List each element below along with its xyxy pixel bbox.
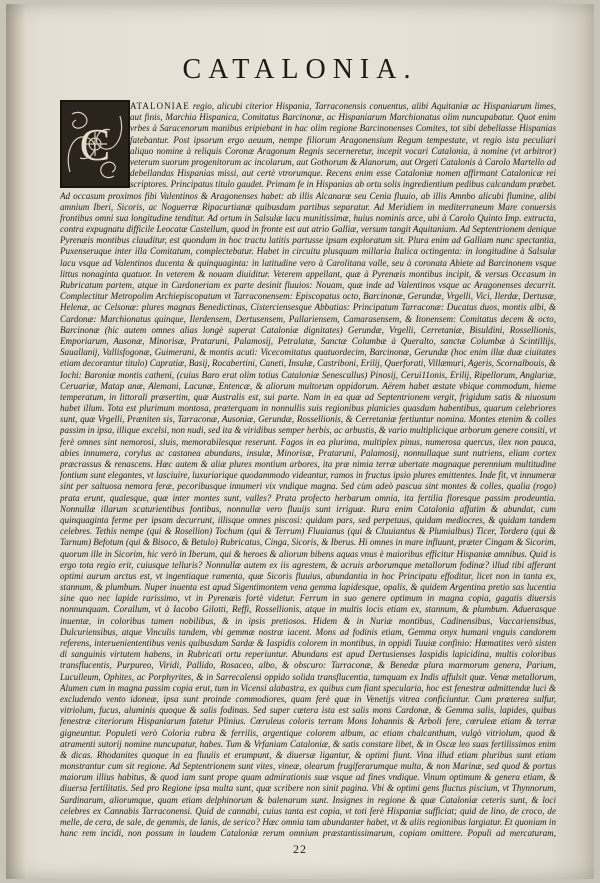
body-paragraph: regio, alicubi citerior Hispania, Tarraconensis conuentus, alibi Aquitaniæ ac Hispaniarum limes, aut finis, Marchia Hispanica, Comitatus Barcinonæ, ac Hispaniarum Marchionatus olim nuncupabatur. Quot enim vrbes à Saracenorum manibus eripiebant in hac olim regione Barcinonenses Comites, tot sibi debellasse Hispanias fatebantur. Post ipsorum ergo aeuum, nempe filiorum Aragonensium Regum tempestate, vt regio ista peculiari aliquo nomine à reliquis Coronæ Aragonum Regnis secerneretur, incepit vocari Catalonia, à nomine (vt arbitror) veterum suorum progenitorum ac incolarum, aut Gothorum & Alanorum, aut Orgeti Catalonis à Carolo Martello ad debellandas Hispanias missi, aut certè vtrorumque. Recens enim esse Cataloniæ nomen affirmant Catalonicæ rei scriptores. Principatus titulo gaudet. Primam fe in Hispanias ab ortu solis ingredientium pedibus calcandam præbet. Ad occasum proximos fibi Valentinos & Aragonenses habet: ab illis Alcanaræ seu Cenia fluuio, ab illis Amnbo alicubi flumine, alibi amnium Iberi, Sicoris, ac Noguerræ Ripacurtianæ quibusdam partibus separatur. Ad Meridiem in mediterraneum Mare conuersis frontibus omni sua longitudine tenditur. Ad ortum in Salsulæ lacu munitissimæ, huius nominis arce, ubi à Carolo Quinto Imp. extructa, contra expugnatu difficile Leocatæ Castellum, quod in fronte est aut atrio Galliæ, versum tangit Aquitaniam. Ad Septentrionem denique Pyrenæis montibus clauditur, est quondam in hoc tractu latitis partusse ipsam exploratum sit. Plura enim ad Galliam nunc spectantia, Puxenseruque inter illa Comitatum, complectebatur. Habet in circuitu plusquam millaria Italica octingenta: in longitudine à Salsulæ lacu vsque ad Valentinos ducenta & quinquaginta: in latitudine vero à Carolitana valle, seu à coronata Abiete ad Barcinonem vsque littus nonaginta quatuor. In veterem & nouam diuiditur. Veterem appellant, quæ à Pyrenæis montibus incipit, & versus Occasum in Rubricatum partem, atque in Cardoneriam ex parte desinit fluuios: Nouam, quæ inde ad Valentinos vsque ac Aragonenses decurrit. Complectitur Metropolim Archiepiscopatum vt Tarraconensem: Episcopatus octo, Barcinonæ, Gerundæ, Vrgelli, Vici, Ilerdæ, Dertusæ, Helenæ, ac Celsonæ: plures magnas Benedictinas, Cisterciensesque Abbatias: Principatum Tarraconæ: Ducatus duos, montis albi, & Cardonæ: Marchionatus quinque, Ilerdensem, Dertusensem, Pallariensem, Camarasensem, & Itonensem: Comitatus decem & octo, Barcinonæ (hic autem omnes alias longè superat Cataloniæ dignitates) Gerundæ, Vrgelli, Cerretaniæ, Bisuldini, Rossellionis, Emporiarum, Ausonæ, Minorisæ, Prataruni, Palamosij, Petralatæ, Sanctæ Columbæ à Queralto, sanctæ Columbæ à Scintillijs, Sauallanij, Vallisfogonæ, Guimerani, & montis acuti: Vicecomitatus quatuordecim, Barcinonæ, Gerundæ (hoc enim illæ duæ ciuitates etiam decorantur titulo) Capratiæ, Basij, Rocabertini, Caneti, Insulæ, Castriboni, Erilij, Querforati, Villæmuri, Ageris, Scornalbouis, & Iochi: Baroniæ montis catheni, (cuius Baro erat olim totius Cataloniæ Senescallus) Pinosij, Cerui11onis, Erilij, Ripellorum, Anglariæ, Ceruariæ, Matap anæ, Alemani, Lacunæ, Entencæ, & aliorum multorum oppidorum. Aërem habet æstate vbique commodum, hieme temperatum, in littorali præsertim, quæ Australis est, sui parte. Nam in ea quæ ad Septentrionem vergit, frigidum satis & niuosum habet illum. Tota est plurimum montosa, præterquam in nonnullis suis regionibus planicies quasdam habentibus, quarum celebriores sunt, quæ Vrgelli, Præniten sis, Tarraconæ, Ausoniæ, Gerundæ, Rossellionis, & Cerretaniæ fertiuntur nomina. Montes etenim & colles passim in ipsa, illique excelsi, non nudi, sed ita & viridibus semper herbis, ac arbustis, & vario multiplicique arborum genere consiti, vt ferè omnes sint nemorosi, sluis, memorabilesque reserunt. Fagos in ea plurima, multiplex pinus, numerosa quercus, ilex non pauca, abies innumera, corylus ac castanea abundans, insulæ, Minorisæ, Prataruni, Palamosij, nonnullaque sunt nutriens, eliam cortex præcrassus & renascens. Hæc autem & aliæ plures montium arbores, ita præ nimia terræ ubertate magnaque perennium multitudine fontium sunt elegantes, vt lasciuire, luxuriarique quodammodo videantur, ramos in fructus ipsio plures emittentes. Inde fit, vt innumeræ sint per saltuosa nemora feræ, pecoribusque innumeri vix vndique magna. Sed cùm adeò pascua sint montes & colles, qualia (rogo) prata erunt, qualesque, quæ inter montes sunt, valles? Prata profecto herbarum omnia, ita fertilia floresque passim prodeuntia. Nonnullæ illarum scaturientibus fontibus, nonnullæ vero fluuijs sunt irriguæ. Rura enim Catalonia affatim & abundat, cum quinquaginta ferme per ipsam decurrunt, illisque omnes piscosi: quidam pars, sed perpetuus, quidam mediocres, & quidam tandem celebres. Tethis nempe (qui & Rosellion) Tochum (qui & Terrum) Fluuianus (qui & Cluuiantus & Plumialbus) Ticer, Tordera (qui & Tarnum) Befotum (qui & Bisoco, & Betulo) Rubricatus, Cinga, Sicoris, & Iberus. Hi omnes in mare influunt, præter Cingam & Sicorim, quorum ille in Sicorim, hic verò in Iberum, qui & heroes & aliorum bibens aquas vnus è maioribus efficitur Hispaniæ amnibus. Quid is ergo tota regio erit, cuiusque telluris? Nonnullæ autem ex iis agrestem, & acruis arborumque metallorum fodinæ? illud tibi afferant optimi aurum arctus est, vt ingentiaque ramenta, quæ Sicoris fluuius, abundantia in hoc Principatu effoditur, licet non in tanta ex, stannum, & plumbum. Nuper inuenta est apud Sigentimontem vena gemma lapidesque, opalis, & quidem Argentina pretio sas lucentia sine quo nec lapide rarissimo, vt in Pyrenæis fortè videtur. Ferrum in suo genere optimum in magna copia, gagatis diuersis nonnunquam. Corallum, vt à Iacobo Gilotti, Reffi, Rossellionis, atque in multis locis etiam ex, stannum, & plumbum. Aduerasque inuentæ, in coloribus tamen nobilibus, & in ipsis pretiosos. Hidem & in Nuriæ montibus, Cadinensibus, Vaccariensibus, Dulcuriensibus, atque Vinculis tandem, vbi gemmæ nostræ iacent. Mons ad fodinis etiam, Gemma onyx humani vnguis candorem referens, interueniententibus venis quibusdam Sardæ & Iaspidis colorem in montibus, in oppidi Tuuiæ confinio: Hæmatites verò sisten di sanguinis virtutem habens, in Rubricati ortu reperiuntur. Abundans est apud Dertusienses Iaspidis lapicidina, multis coloribus transflucentis, Purpureo, Viridi, Pallido, Rosaceo, albo, & obscuro: Tarraconæ, & Benedæ plura marmorum genera, Parium, Luculleum, Ophites, ac Porphyrites, & in Sarrecalensi oppido solida transflucentia, tamquam ex Indis affulsit quæ. Venæ metallorum, Alumen cum in magna passim copia erut, tum in Vicensi alabastra, ex quibus cum fiant specularia, hoc est fenestræ admittendæ luci & excludendo vento idoneæ, ipsa sunt proinde commodiores, quam ferè quæ in Venetijs vitrea conficiuntur. Cum præterea sulfur, vitriolum, fucus, aluminis quoque & salis fodinas. Sed super cætera ista est salis mons Cardonæ, & Gemma salis, lapides, quibus fenestræ citeriorum Hispaniarum fatetur Plinius. Cœruleus coloris terram Mons Iohannis & Arboli fere, cœruleæ etiam & terræ gigneuntur. Populeti verò Coloria rubra & ferrilis, argentique colorem album, ac etiam chalcanthum, vulgò vitriolum, quod & atramenti sutorij nomine nuncupatur, habes. Tum & Vrfaniam Cataloniæ, & satis constare libet, & in Oscæ leo suas fertilissimos enim & dicas. Rhodanites quoque in ea fluuiis et erumpunt, & diuersæ ligantur, & optimi fiunt. Vina illud etiam pluribus sunt etiam monstrantur cum sit regione. Ad Septentrionem sunt vites, vineæ, olearum frugiferarumque multa, & non Marinæ, sed quod & portus maiorum illius habitus, & quod iam sunt prope quam admirationis suæ vsque ad fines vndique. Vinum optimum & genera etiam, & diuersa fertilitatis. Sed pro Regione ipsa multa sunt, quæ scribere non sinit pagina. Vbi & optimi gens fluctus piscium, vt Thynnorum, Sardinarum, aliorumque, quam etiam delphinorum & balenarum sunt. Insignes in regione & quæ Cataloniæ ceteris sunt, & loci celebres ex Cannabis Tarraconensi. Quid de cannabi, cuius tanta est copia, vt toti ferè Hispaniæ sufficiat; quid de lino, de croco, de melle, de cera, de sale, de gemmis, de lanis, de serico? Hæc omnia tam abundanter habet, vt & aliis regionibus largiatur. Et quoniam in hanc rem incidi, non possum in laudem Cataloniæ rerum omnium præstantissimarum, copiam omittere. Populi ad mercaturam, [60, 101, 556, 839]
drop-cap-spacer [60, 101, 130, 187]
page-number: 22 [293, 842, 307, 856]
drop-cap-letter: C [79, 119, 111, 170]
body-text-block [60, 101, 556, 839]
page-title: CATALONIA. [182, 54, 418, 85]
book-page [6, 4, 594, 879]
binding-shadow [6, 4, 26, 879]
lead-word: ATALONIAE [130, 101, 190, 111]
